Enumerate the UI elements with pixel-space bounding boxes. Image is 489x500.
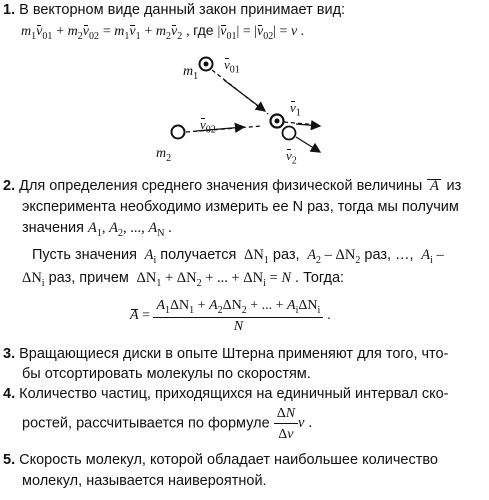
v01-arrow [224, 80, 265, 111]
ball-m2-after-icon [283, 127, 296, 140]
item-4-line-1: 4. Количество частиц, приходящихся на единичный интервал ско- [3, 386, 449, 402]
item-5-line-1: 5. Скорость молекул, которой обладает наибольшее количество [3, 452, 438, 468]
item-3-number: 3. [3, 346, 16, 362]
mean-value-formula: A = $\frac{A_1\Delta N_1 + A_2\Delta N_2 + ... + A_i\Delta N_i}{N}$ . [130, 298, 331, 334]
label-m2: $m_2$ [156, 146, 172, 164]
ball-m1-after-icon [271, 115, 284, 128]
item-2-line-4: Пусть значения $A_i$ получается $\Delta N_1$ раз, $A_2 - \Delta N_2$ раз, …, $A_i$ – [32, 247, 444, 266]
label-v2: $v_2$ [286, 148, 297, 167]
item-2-line-3: значения $A_1$, $A_2$, ..., $A_N$ . [22, 220, 172, 239]
item-1-number: 1. [3, 2, 16, 18]
item-2-number: 2. [3, 178, 16, 194]
item-5-line-2: молекул, называется наивероятной. [22, 473, 267, 489]
ball-m2-icon [172, 126, 185, 139]
ball-m1-icon [200, 58, 213, 71]
item-5-number: 5. [3, 452, 16, 468]
label-v01: $v_{01}$ [224, 57, 240, 76]
item-2-line-2: эксперимента необходимо измерить ее N раз, тогда мы получим [22, 199, 459, 215]
where-word: где [193, 22, 214, 38]
item-2-line-5: $\Delta N_i$ раз, причем $\Delta N_1 + \Delta N_2$ + ... + $\Delta N_i = N$ . Тогда: [22, 270, 345, 289]
label-v1: $v_1$ [290, 100, 301, 119]
item-4-line-2: ростей, рассчитывается по формуле $\frac{\Delta N}{\Delta v}$ v . [22, 406, 313, 442]
item-3-line-1: 3. Вращающиеся диски в опыте Штерна применяют для того, что- [3, 346, 449, 362]
v2-arrow [296, 137, 320, 152]
item-4-number: 4. [3, 386, 16, 402]
momentum-equation: $m_1v_{01} + m_2v_{02} = m_1v_1 + m_2v_2$ , где $|v_{01}| = |v_{02}| = v$ . [21, 22, 305, 42]
item-3-line-2: бы отсортировать молекулы по скоростям. [22, 366, 311, 382]
label-v02: $v_{02}$ [200, 117, 216, 136]
label-m1: $m_1$ [183, 64, 199, 82]
item-1-text: В векторном виде данный закон принимает вид: [19, 2, 346, 18]
item-2-line-1: 2. Для определения среднего значения физической величины A из [3, 178, 462, 194]
